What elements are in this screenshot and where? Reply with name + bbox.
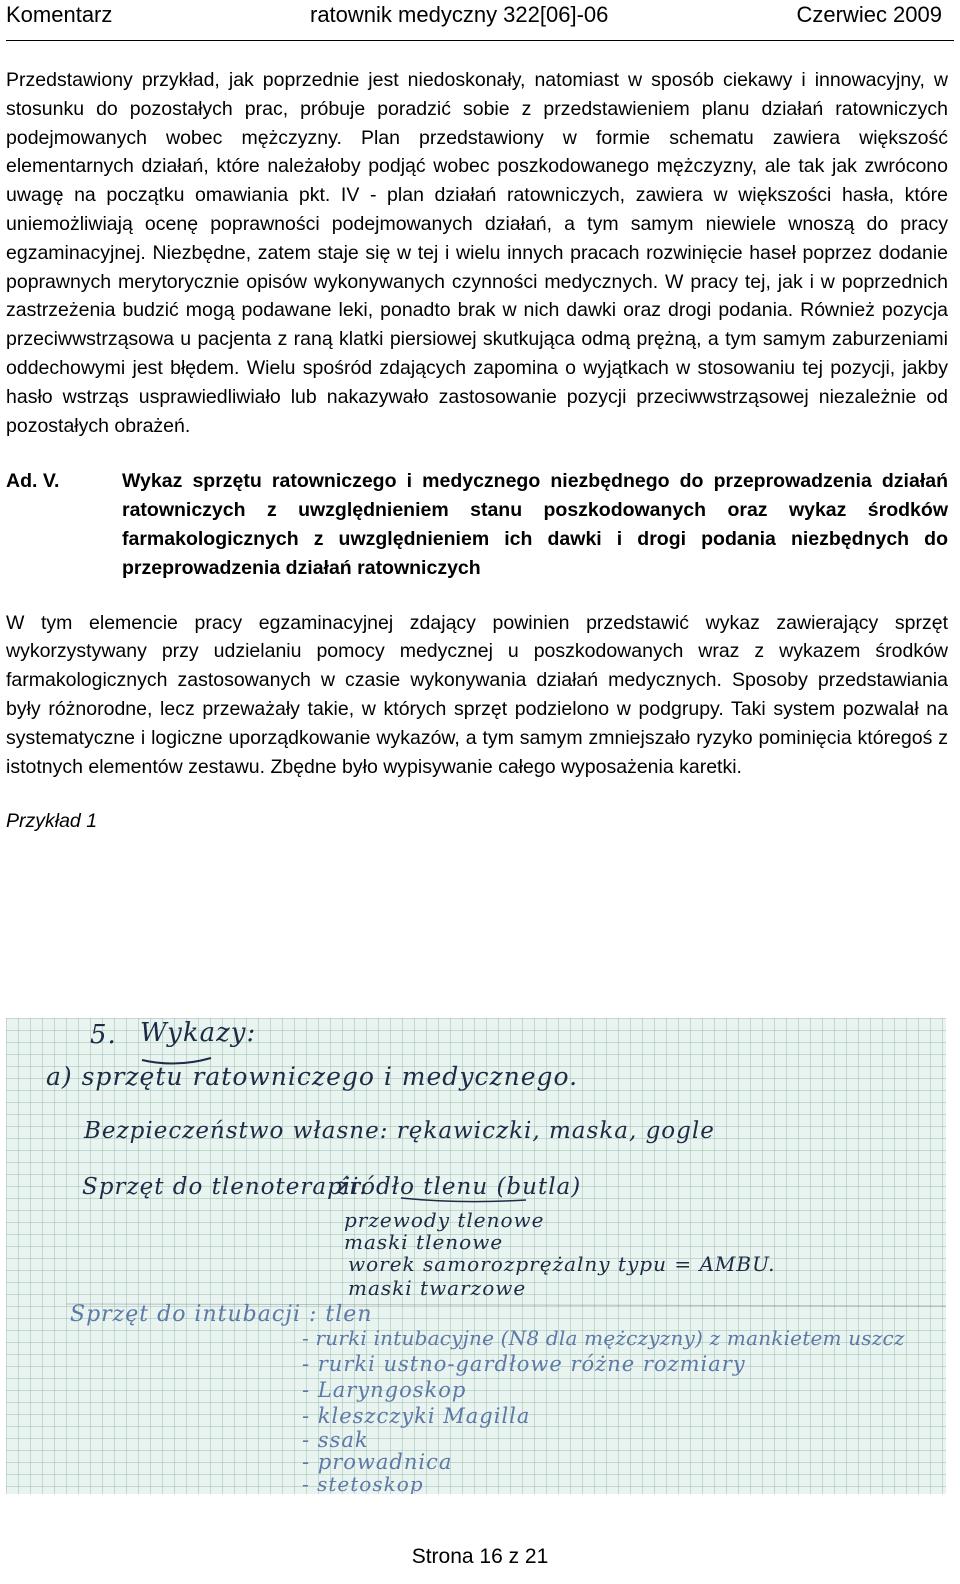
section-title: Wykaz sprzętu ratowniczego i medycznego niezbędnego do przeprowadzenia działań ratowniczych z uwzględnieniem stanu poszkodowanych oraz wykaz środków farmakologicznych z uwzględnieniem ich dawki i drogi podania niezbędnych do przeprowadzenia działań ratowniczych [122,470,948,579]
section-number: Ad. V. [6,470,60,493]
note-intubation-item: - stetoskop [302,1472,424,1494]
handwritten-note-image [6,1018,946,1494]
note-intubation-item: - Laryngoskop [302,1378,467,1402]
note-intubation-item: - rurki ustno-gardłowe różne rozmiary [302,1352,746,1376]
page-header [6,0,954,41]
header-date: Czerwiec 2009 [796,2,942,27]
note-oxygen-item: maski tlenowe [344,1230,504,1254]
header-profession-code: ratownik medyczny 322[06]-06 [310,2,609,27]
note-title: Wykazy: [140,1018,257,1048]
section-heading [6,467,948,582]
note-intubation-item: - rurki intubacyjne (N8 dla mężczyzny) z mankietem uszcz [302,1326,905,1350]
note-intubation-item: - ssak [302,1428,369,1452]
note-number: 5. [90,1020,117,1050]
section-paragraph: W tym elemencie pracy egzaminacyjnej zdający powinien przedstawić wykaz zawierający sprzęt wykorzystywany przy udzielaniu pomocy medycznej u poszkodowanych wraz z wykazem środków farmakologicznych zastosowanych w czasie wykonywania działań medycznych. Sposoby przedstawiania były różnorodne, lecz przeważały takie, w których sprzęt podzielono w podgrupy. Taki system pozwalał na systematyczne i logiczne uporządkowanie wykazów, a tym samym zmniejszało ryzyko pominięcia któregoś z istotnych elementów zestawu. Zbędne było wypisywanie całego wyposażenia karetki. [6,611,948,778]
note-oxygen-label: Sprzęt do tlenoterapii: [82,1174,369,1200]
header-document-type: Komentarz [6,2,113,27]
note-oxygen-item: maski twarzowe [348,1276,527,1300]
page-content [6,66,948,835]
note-oxygen-item: przewody tlenowe [344,1208,545,1232]
page-number: Strona 16 z 21 [411,1545,549,1568]
note-oxygen-item: źródło tlenu (butla) [336,1174,582,1200]
note-subsection-a: a) sprzętu ratowniczego i medycznego. [46,1062,579,1091]
note-intubation-item: - prowadnica [302,1450,453,1474]
note-intubation-item: - kleszczyki Magilla [302,1404,531,1428]
note-safety-line: Bezpieczeństwo własne: rękawiczki, maska, gogle [84,1118,715,1144]
example-label: Przykład 1 [6,810,98,833]
note-intubation-label: Sprzęt do intubacji : tlen [70,1302,373,1327]
commentary-paragraph: Przedstawiony przykład, jak poprzednie jest niedoskonały, natomiast w sposób ciekawy i innowacyjny, w stosunku do pozostałych prac, próbuje poradzić sobie z przedstawieniem planu działań ratowniczych podejmowanych wobec mężczyzny. Plan przedstawiony w formie schematu zawiera większość elementarnych działań, które należałoby podjąć wobec poszkodowanego mężczyzny, ale tak jak zwrócono uwagę na początku omawiania pkt. IV - plan działań ratowniczych, zawiera w większości hasła, które uniemożliwiają ocenę poprawności podejmowanych działań, a tym samym niewiele wnoszą do pracy egzaminacyjnej. Niezbędne, zatem staje się w tej i wielu innych pracach rozwinięcie haseł poprzez dodanie poprawnych merytorycznie opisów wykonywanych czynności medycznych. W pracy tej, jak i w poprzednich zastrzeżenia budzić mogą podawane leki, ponadto brak w nich dawki oraz drogi podania. Również pozycja przeciwwstrząsowa u pacjenta z raną klatki piersiowej skutkująca odmą prężną, a tym samym zaburzeniami oddechowymi jest błędem. Wielu spośród zdających zapomina o wyjątkach w stosowaniu tej pozycji, jakby hasło wstrząs usprawiedliwiało lub nakazywało zastosowanie pozycji przeciwwstrząsowej niezależnie od pozostałych obrażeń. [6,69,948,437]
note-oxygen-item: worek samorozprężalny typu = AMBU. [348,1252,776,1276]
